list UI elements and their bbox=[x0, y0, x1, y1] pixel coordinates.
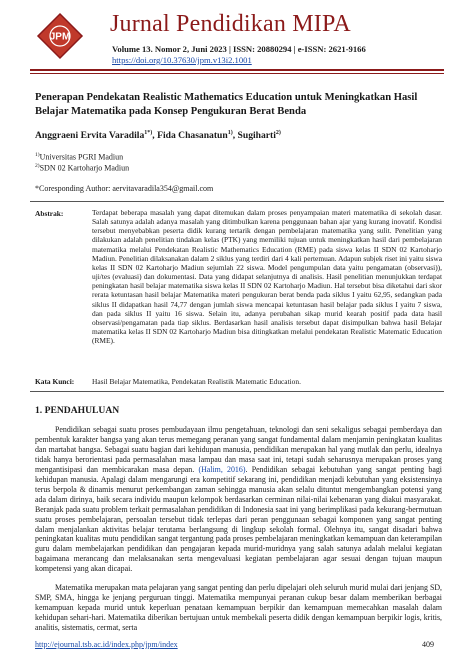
abstract-rule-bottom bbox=[30, 391, 444, 392]
affiliation bbox=[35, 152, 123, 162]
paragraph-text: Pendidikan sebagai suatu proses pembudayaan ilmu pengetahuan, teknologi dan seni sekaligus sebagai pemberdaya dan pembentuk karakter bangsa yang akan terus memegang peranan yang sangat fundamental dalam menjamin peningkatan kualitas dan martabat bangsa. Sebagai suatu bagian dari kehidupan manusia, pendidikan merupakan hal yang mutlak dan perlu, idealnya tidak hanya berorientasi pada permasalahan masa lampau dan masa saat ini, tetapi sudah seharusnya merupakan proses yang mengantisipasi dan membicarakan masa depan. bbox=[35, 425, 442, 474]
affiliation bbox=[35, 163, 129, 173]
journal-title: Jurnal Pendidikan MIPA bbox=[110, 11, 351, 37]
author-name: Sugiharti bbox=[237, 130, 276, 142]
keywords-text: Hasil Belajar Matematika, Pendekatan Realistik Matematic Education. bbox=[92, 377, 301, 386]
abstract-text: Terdapat beberapa masalah yang dapat ditemukan dalam proses penyampaian materi matematika di sekolah dasar. Salah satunya adalah adanya masalah yang ditimbulkan karena penggunaan bahan ajar yang kurang inovatif. Kondisi tersebut menyebabkan peserta didik kurang tertarik dengan pembelajaran matematika yang sulit. Penelitian yang dilakukan adalah penelitian tindakan kelas (PTK) yang memiliki tujuan untuk meningkatkan hasil dari pembelajaran matematika melalui Pendekatan Realistic Mathematics Education (RME) pada siswa kelas II SDN 02 Kartoharjo Madiun. Penelitian dilaksanakan dalam 2 siklus yang terdiri dari 4 kali pertemuan. Adapun subjek riset ini yaitu siswa kelas II SDN 02 Kartoharjo Madiun sejumlah 22 siswa. Model pengumpulan data yaitu pengamatan (observasi)), uji/tes (evaluasi) dan dokumentasi. Data yang didapat selanjutnya di analisis. Hasil penelitian menunjukkan terdapat peningkatan hasil belajar matematika siswa kelas II SDN 02 Kartoharjo Madiun. Hal tersebut bisa diketahui dari skor rerata ketuntasan hasil belajar Matematika materi pengukuran berat benda pada siklus I yaitu 62,95, sedangkan pada siklus II didapatkan hasil 74,77 dengan jumlah siswa mencapai ketuntasan hasil belajar pada siklus I yaitu 7 siswa, dan pada siklus II yaitu 16 siswa. Selain itu, adanya perubahan sikap murid kearah positif pada data hasil observasi/pengamatan pada tiap siklus. Berdasarkan hasil analisis tersebut dapat disimpulkan bahwa hasil Belajar matematika kelas II SDN 02 Kartoharjo Madiun bisa ditingkatkan melalui pendekatan Realistic Matematic Education (RME). bbox=[92, 208, 442, 346]
paragraph-text: . Pendidikan sebagai kebutuhan yang sangat penting bagi kehidupan manusia. Apalagi dalam mengarungi era kompetitif sekarang ini, pendidikan menjadi kebutuhan yang eksistensinya terus berpola & dinamis menurut perkembangan zaman sehingga manusia akan selalu dituntut mengembangkan potensi yang ada dalam dirinya, baik secara individu maupun kelompok berdasarkan cerminan nilai-nilai kebenaran yang diakui masyarakat. Beranjak pada suatu problem terkait permasalahan pendidikan di Indonesia saat ini yang berimplikasi pada kekurang-bermutuan suatu proses pembelajaran, persoalan tersebut tidak terlepas dari peran penggunaan sebagai komponen yang sangat penting dalam menjalankan aktivitas belajar terutama berlangsung di lingkup sekolah formal. Olehnya itu, sangat disadari bahwa peningkatan kualitas mutu pendidikan sangat tergantung pada proses pembelajaran meningkatkan kemampuan dan keterampilan guru dalam membelajarkan pendidikan dan pengajaran kepada murid-muridnya yang salah satunya adalah melalui kegiatan bagaimana merancang dan melaksanakan serta mengevaluasi kegiatan pembelajaran agar sesuai dengan tujuan maupun kompetensi yang akan dicapai. bbox=[35, 464, 442, 574]
section-heading: 1. PENDAHULUAN bbox=[35, 405, 120, 416]
keywords-label: Kata Kunci: bbox=[35, 377, 75, 386]
header-rule-thick bbox=[30, 69, 444, 71]
journal-meta: Volume 13. Nomor 2, Juni 2023 | ISSN: 20880294 | e-ISSN: 2621-9166 bbox=[112, 44, 366, 54]
journal-logo bbox=[36, 12, 84, 60]
affiliation-text: Universitas PGRI Madiun bbox=[39, 152, 124, 162]
affiliation-sup: 2) bbox=[35, 163, 40, 169]
citation-link[interactable]: (Halim, 2016) bbox=[198, 464, 246, 474]
affiliation-sup: 1) bbox=[35, 152, 40, 158]
article-title: Penerapan Pendekatan Realistic Mathematics Education untuk Meningkatkan Hasil Belajar Matematika pada Konsep Pengukuran Berat Benda bbox=[35, 92, 418, 117]
body-paragraph: Matematika merupakan mata pelajaran yang sangat penting dan perlu dipelajari oleh seluruh murid mulai dari jenjang SD, SMP, SMA, hingga ke jenjang perguruan tinggi. Matematika mempunyai peranan cukup besar dalam memberikan berbagai kemampuan kepada murid untuk keperluan penataan kemampuan berpikir dan kemampuan memecahkan masalah dalam kehidupan sehari-hari. Matematika diberikan bertujuan untuk membekali peserta didik dengan kemampuan berpikir logis, kritis, analitis, sistematis, cermat, serta bbox=[35, 583, 442, 632]
author-name: Fida Chasanatun bbox=[157, 130, 228, 142]
corresponding-author: *Coresponding Author: aervitavaradila354@gmail.com bbox=[35, 184, 214, 193]
header-rule-thin bbox=[30, 73, 444, 74]
author-sup: 1*) bbox=[144, 130, 153, 136]
author-sup: 1) bbox=[227, 130, 233, 136]
body-paragraph bbox=[35, 425, 442, 574]
abstract-rule-top bbox=[30, 201, 444, 202]
author-list: Anggraeni Ervita Varadila$^{1*)}$, Fida Chasanatun$^{1)}$, Sugiharti$^{2)}$ bbox=[35, 130, 281, 142]
doi-link[interactable]: https://doi.org/10.37630/jpm.v13i2.1001 bbox=[112, 55, 252, 65]
author-name: Anggraeni Ervita Varadila bbox=[35, 130, 145, 142]
footer-url[interactable]: http://ejournal.tsb.ac.id/index.php/jpm/index bbox=[35, 640, 178, 649]
affiliation-text: SDN 02 Kartoharjo Madiun bbox=[39, 163, 130, 173]
logo-text: JPM bbox=[49, 31, 71, 43]
author-sup: 2) bbox=[275, 130, 281, 136]
page-number: 409 bbox=[422, 640, 434, 649]
abstract-label: Abstrak: bbox=[35, 209, 64, 218]
